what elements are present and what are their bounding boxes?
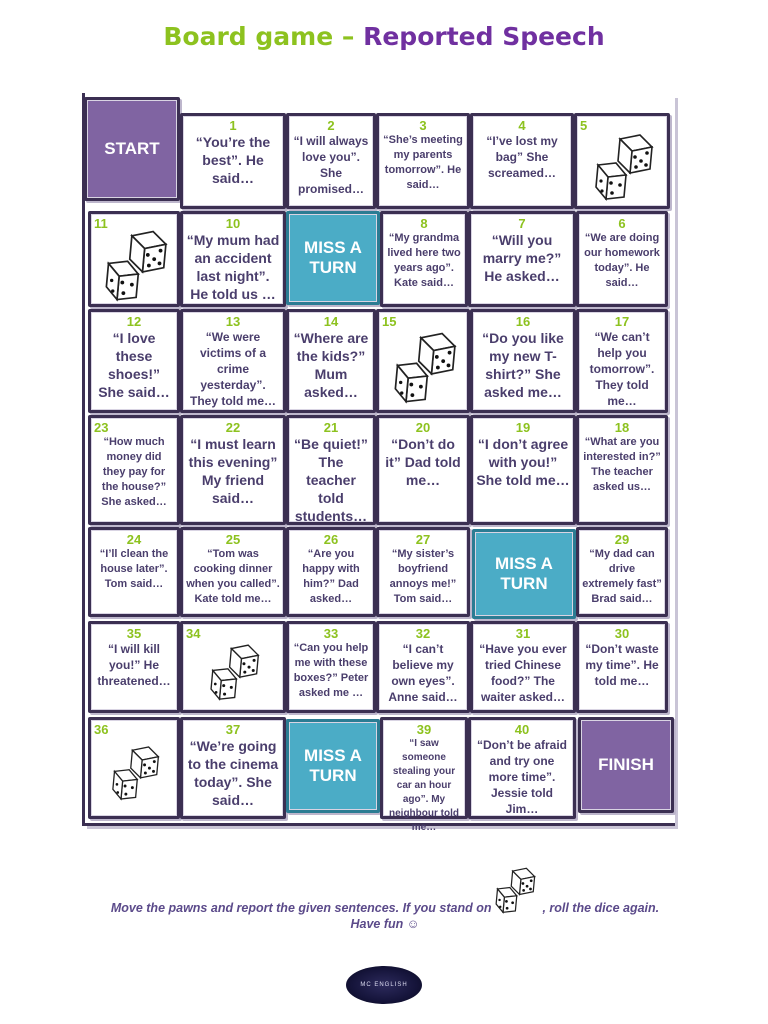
board-square-31[interactable] <box>470 621 576 713</box>
square-number: 16 <box>515 314 531 329</box>
square-text: “Where are the kids?” Mum asked… <box>293 330 369 400</box>
board-square-23[interactable] <box>88 415 180 525</box>
square-number: 17 <box>614 314 630 329</box>
square-number: 14 <box>323 314 339 329</box>
finish-square[interactable] <box>578 717 674 813</box>
board-square-29[interactable] <box>576 527 668 617</box>
square-number: 33 <box>323 626 339 641</box>
board-square-15[interactable] <box>376 309 470 413</box>
square-text: “Be quiet!” The teacher told students… <box>294 436 368 524</box>
square-text: “Are you happy with him?” Dad asked… <box>302 548 360 605</box>
board-square-8[interactable] <box>380 211 468 307</box>
board-square-13[interactable] <box>180 309 286 413</box>
board-square-18[interactable] <box>576 415 668 525</box>
square-number: 10 <box>225 216 241 231</box>
square-text: “My grandma lived here two years ago”. Kate said… <box>387 232 461 289</box>
square-number: 23 <box>94 420 109 435</box>
miss-a-turn-label: MISS A TURN <box>495 554 553 593</box>
board-square-2[interactable] <box>286 113 376 209</box>
dice-icon <box>108 745 160 803</box>
dice-icon <box>100 229 168 305</box>
square-number: 3 <box>419 118 427 133</box>
square-number: 32 <box>415 626 431 641</box>
square-number: 11 <box>94 216 108 231</box>
instructions-line-1 <box>100 900 670 916</box>
square-number: 7 <box>518 216 526 231</box>
miss-a-turn-label: MISS A TURN <box>304 746 362 785</box>
title-reported-speech: Reported Speech <box>363 22 605 51</box>
board-square-25[interactable] <box>180 527 286 617</box>
instructions-text-b: , roll the dice again. <box>542 901 660 915</box>
square-number: 8 <box>420 216 428 231</box>
square-text: “Have you ever tried Chinese food?” The waiter asked… <box>479 642 567 704</box>
square-number: 34 <box>186 626 201 641</box>
board-square-34[interactable] <box>180 621 286 713</box>
square-number: 36 <box>94 722 109 737</box>
finish-label: FINISH <box>598 755 654 774</box>
square-number: 37 <box>225 722 241 737</box>
board-square-16[interactable] <box>470 309 576 413</box>
square-text: “Don’t be afraid and try one more time”. Jessie told Jim… <box>476 738 567 816</box>
square-number: 20 <box>415 420 431 435</box>
board-square-32[interactable] <box>376 621 470 713</box>
square-text: “Tom was cooking dinner when you called”. Kate told me… <box>186 548 280 605</box>
square-text: “You’re the best”. He said… <box>195 134 271 186</box>
square-number: 21 <box>323 420 339 435</box>
board-square-35[interactable] <box>88 621 180 713</box>
square-number: 5 <box>580 118 588 133</box>
square-text: “I must learn this evening” My friend said… <box>188 436 278 506</box>
square-number: 12 <box>126 314 142 329</box>
square-number: 40 <box>514 722 530 737</box>
square-number: 19 <box>515 420 531 435</box>
board-square-26[interactable] <box>286 527 376 617</box>
miss-a-turn-square-9[interactable] <box>286 211 380 305</box>
page-title <box>0 22 768 51</box>
board-square-3[interactable] <box>376 113 470 209</box>
square-number: 31 <box>515 626 531 641</box>
board-square-11[interactable] <box>88 211 180 307</box>
square-number: 24 <box>126 532 142 547</box>
instructions <box>100 900 670 932</box>
square-text: “I can’t believe my own eyes”. Anne said… <box>388 642 458 704</box>
board-square-27[interactable] <box>376 527 470 617</box>
square-text: “Do you like my new T-shirt?” She asked me… <box>482 330 564 400</box>
square-text: “We can’t help you tomorrow”. They told me… <box>589 330 655 408</box>
square-text: “What are you interested in?” The teacher asked us… <box>583 436 661 493</box>
square-number: 4 <box>518 118 526 133</box>
instructions-line-2: Have fun ☺ <box>350 917 420 931</box>
square-text: “I’ve lost my bag” She screamed… <box>486 134 558 180</box>
board-square-40[interactable] <box>468 717 576 819</box>
board-square-30[interactable] <box>576 621 668 713</box>
square-number: 27 <box>415 532 431 547</box>
square-number: 13 <box>225 314 241 329</box>
square-text: “My dad can drive extremely fast” Brad said… <box>582 548 662 605</box>
board-square-14[interactable] <box>286 309 376 413</box>
instructions-text-a: Move the pawns and report the given sentences. If you stand on <box>110 901 492 915</box>
square-text: “She’s meeting my parents tomorrow”. He said… <box>383 134 463 191</box>
square-text: “I will kill you!” He threatened… <box>97 642 171 688</box>
start-square[interactable] <box>84 97 180 201</box>
square-number: 6 <box>618 216 626 231</box>
square-number: 30 <box>614 626 630 641</box>
board-square-24[interactable] <box>88 527 180 617</box>
square-text: “We were victims of a crime yesterday”. They told me… <box>189 330 276 408</box>
square-number: 35 <box>126 626 142 641</box>
dice-icon <box>492 866 536 916</box>
square-text: “I’ll clean the house later”. Tom said… <box>99 548 169 590</box>
square-text: “Don’t do it” Dad told me… <box>385 436 461 488</box>
logo-text: MC ENGLISH <box>360 982 408 988</box>
board-square-10[interactable] <box>180 211 286 307</box>
board-square-33[interactable] <box>286 621 376 713</box>
board-square-5[interactable] <box>574 113 670 209</box>
board-square-6[interactable] <box>576 211 668 307</box>
board-square-22[interactable] <box>180 415 286 525</box>
square-text: “My mum had an accident last night”. He told us … <box>186 232 280 302</box>
board-square-36[interactable] <box>88 717 180 819</box>
square-number: 15 <box>382 314 397 329</box>
square-number: 26 <box>323 532 339 547</box>
square-text: “How much money did they pay for the house?” She asked… <box>101 436 167 508</box>
square-number: 29 <box>614 532 630 547</box>
board-square-21[interactable] <box>286 415 376 525</box>
square-text: “We are doing our homework today”. He said… <box>584 232 660 289</box>
square-text: “My sister’s boyfriend annoys me!” Tom said… <box>389 548 457 605</box>
dice-icon <box>206 643 260 703</box>
miss-a-turn-square-28[interactable] <box>472 529 576 619</box>
square-text: “I love these shoes!” She said… <box>98 330 170 400</box>
miss-a-turn-label: MISS A TURN <box>304 238 362 277</box>
square-text: “I saw someone stealing your car an hour ago”. My neighbour told me… <box>389 738 459 833</box>
board-square-17[interactable] <box>576 309 668 413</box>
square-number: 25 <box>225 532 241 547</box>
square-number: 39 <box>416 722 432 737</box>
square-number: 1 <box>229 118 237 133</box>
board-square-37[interactable] <box>180 717 286 819</box>
square-number: 18 <box>614 420 630 435</box>
board-square-39[interactable] <box>380 717 468 833</box>
dice-icon <box>590 133 654 203</box>
board-square-20[interactable] <box>376 415 470 525</box>
square-text: “Don’t waste my time”. He told me… <box>585 642 659 688</box>
board-square-7[interactable] <box>468 211 576 307</box>
board-square-19[interactable] <box>470 415 576 525</box>
miss-a-turn-square-38[interactable] <box>286 719 380 813</box>
start-label: START <box>104 139 160 158</box>
dice-icon <box>389 331 457 407</box>
square-text: “Will you marry me?” He asked… <box>482 232 562 284</box>
board-square-12[interactable] <box>88 309 180 413</box>
square-text: “Can you help me with these boxes?” Peter asked me … <box>293 642 369 699</box>
square-number: 2 <box>327 118 335 133</box>
square-text: “We’re going to the cinema today”. She said… <box>187 738 279 808</box>
square-number: 22 <box>225 420 241 435</box>
title-board-game: Board game – <box>163 22 355 51</box>
square-text: “I will always love you”. She promised… <box>293 134 369 196</box>
board-square-1[interactable] <box>180 113 286 209</box>
square-text: “I don’t agree with you!” She told me… <box>476 436 570 488</box>
board-square-4[interactable] <box>470 113 574 209</box>
mc-english-logo <box>346 966 422 1004</box>
